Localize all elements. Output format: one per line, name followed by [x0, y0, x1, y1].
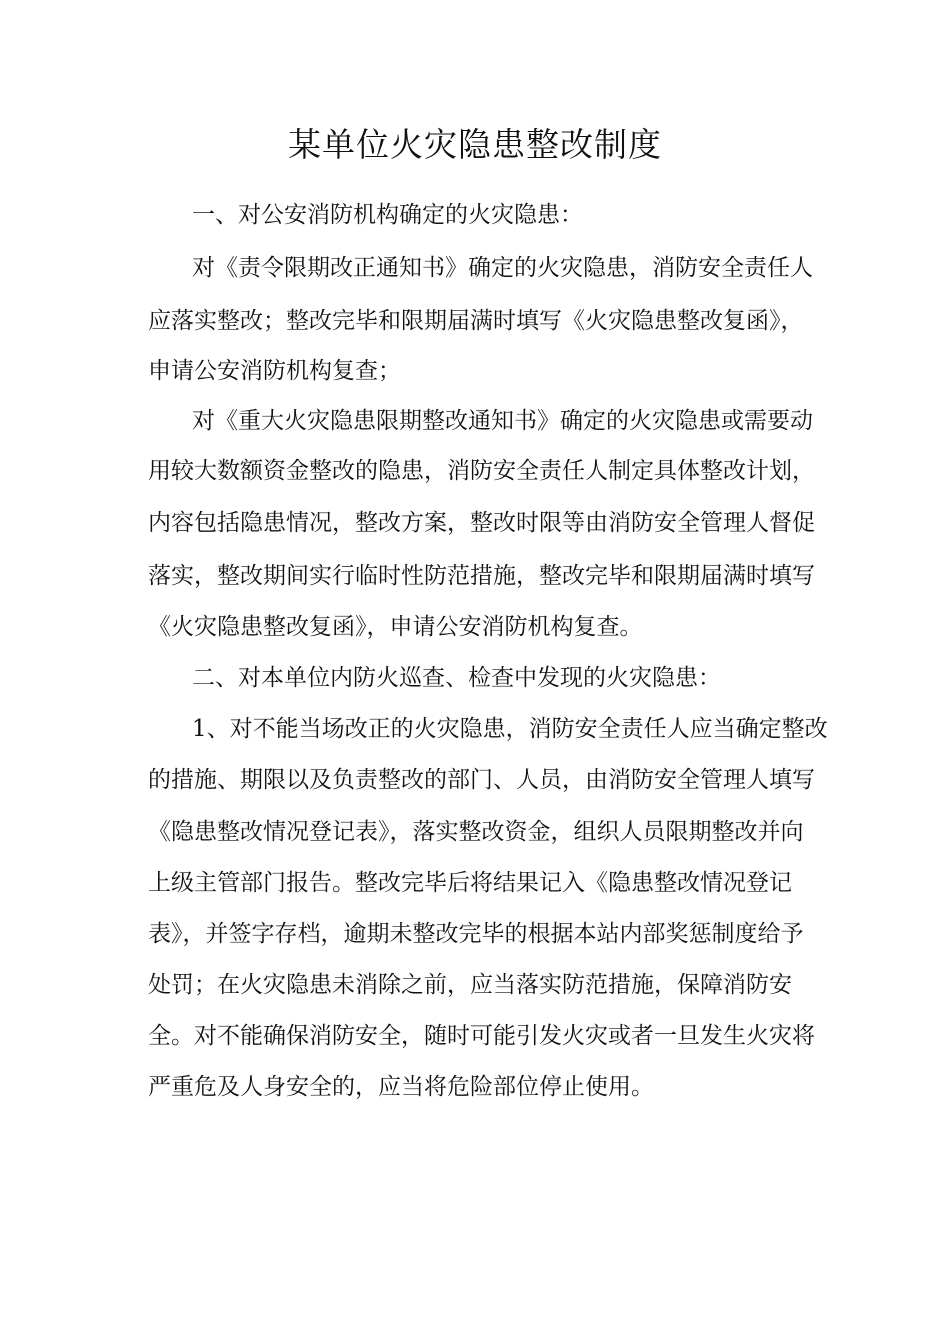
document-title: 某单位火灾隐患整改制度	[288, 125, 662, 164]
paragraph-line: 对《重大火灾隐患限期整改通知书》确定的火灾隐患或需要动	[192, 408, 813, 434]
section-heading-2: 二、对本单位内防火巡查、检查中发现的火灾隐患：	[192, 665, 721, 691]
section-heading-1: 一、对公安消防机构确定的火灾隐患：	[192, 202, 583, 228]
paragraph-line: 《隐患整改情况登记表》，落实整改资金，组织人员限期整改并向	[148, 819, 804, 845]
paragraph-line: 落实，整改期间实行临时性防范措施，整改完毕和限期届满时填写	[148, 563, 815, 589]
paragraph-line: 用较大数额资金整改的隐患，消防安全责任人制定具体整改计划，	[148, 458, 815, 484]
paragraph-line: 1、对不能当场改正的火灾隐患，消防安全责任人应当确定整改	[192, 716, 828, 742]
paragraph-line: 全。对不能确保消防安全，随时可能引发火灾或者一旦发生火灾将	[148, 1023, 815, 1049]
paragraph-line: 应落实整改；整改完毕和限期届满时填写《火灾隐患整改复函》，	[148, 308, 804, 334]
paragraph-line: 的措施、期限以及负责整改的部门、人员，由消防安全管理人填写	[148, 767, 815, 793]
paragraph-line: 严重危及人身安全的，应当将危险部位停止使用。	[148, 1074, 654, 1100]
paragraph-line: 内容包括隐患情况，整改方案，整改时限等由消防安全管理人督促	[148, 510, 815, 536]
paragraph-line: 处罚；在火灾隐患未消除之前，应当落实防范措施，保障消防安	[148, 972, 792, 998]
paragraph-line: 上级主管部门报告。整改完毕后将结果记入《隐患整改情况登记	[148, 870, 792, 896]
paragraph-line: 《火灾隐患整改复函》，申请公安消防机构复查。	[148, 614, 643, 640]
paragraph-line: 申请公安消防机构复查；	[148, 358, 401, 384]
paragraph-line: 表》，并签字存档，逾期未整改完毕的根据本站内部奖惩制度给予	[148, 921, 804, 947]
paragraph-line: 对《责令限期改正通知书》确定的火灾隐患，消防安全责任人	[192, 255, 813, 281]
